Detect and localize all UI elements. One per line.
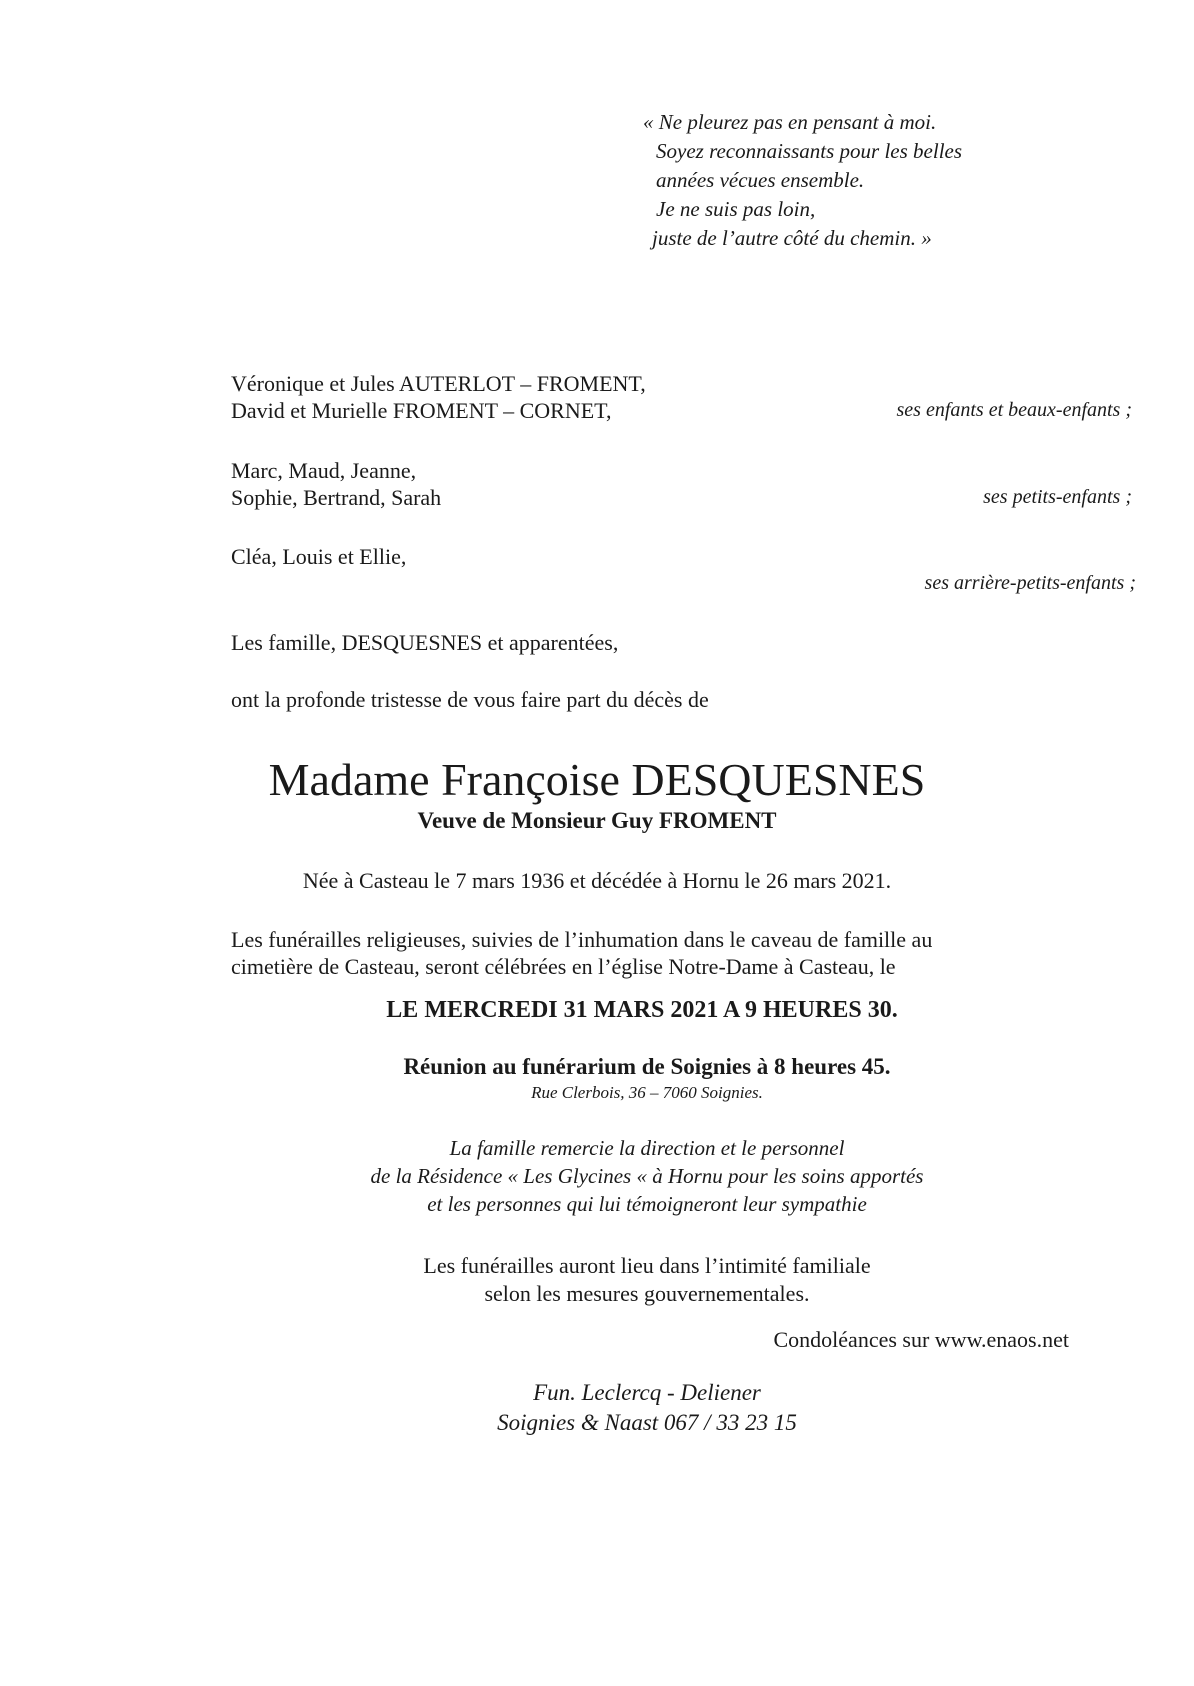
grandchildren-line: Marc, Maud, Jeanne, [231, 458, 417, 483]
quote-line: Je ne suis pas loin, [656, 197, 816, 221]
great-grandchildren-relation: ses arrière-petits-enfants ; [924, 572, 1136, 594]
meeting-info: Réunion au funérarium de Soignies à 8 heures 45. [403, 1054, 891, 1079]
grandchildren-relation: ses petits-enfants ; [983, 486, 1132, 508]
funeral-details-line: Les funérailles religieuses, suivies de l’inhumation dans le caveau de famille au [231, 927, 933, 952]
children-line: David et Murielle FROMENT – CORNET, [231, 398, 612, 423]
deceased-name: Madame Françoise DESQUESNES [268, 754, 926, 805]
thanks-line: et les personnes qui lui témoigneront leur sympathie [427, 1192, 867, 1216]
quote-line: années vécues ensemble. [656, 168, 865, 192]
birth-death-dates: Née à Casteau le 7 mars 1936 et décédée à Hornu le 26 mars 2021. [302, 868, 892, 893]
meeting-address: Rue Clerbois, 36 – 7060 Soignies. [531, 1083, 763, 1102]
quote-line: Soyez reconnaissants pour les belles [656, 139, 963, 163]
privacy-line: Les funérailles auront lieu dans l’intimité familiale [423, 1253, 871, 1278]
grandchildren-line: Sophie, Bertrand, Sarah [231, 485, 442, 510]
deceased-spouse: Veuve de Monsieur Guy FROMENT [417, 808, 777, 833]
announcement-intro: ont la profonde tristesse de vous faire part du décès de [231, 687, 709, 712]
privacy-line: selon les mesures gouvernementales. [484, 1281, 810, 1306]
quote-line: « Ne pleurez pas en pensant à moi. [643, 110, 937, 134]
great-grandchildren-line: Cléa, Louis et Ellie, [231, 544, 407, 569]
funeral-home-contact: Soignies & Naast 067 / 33 23 15 [497, 1410, 797, 1435]
quote-line: juste de l’autre côté du chemin. » [652, 226, 932, 250]
children-relation: ses enfants et beaux-enfants ; [896, 399, 1132, 421]
thanks-line: de la Résidence « Les Glycines « à Hornu pour les soins apportés [370, 1164, 924, 1188]
funeral-datetime: LE MERCREDI 31 MARS 2021 A 9 HEURES 30. [386, 997, 898, 1023]
thanks-line: La famille remercie la direction et le personnel [449, 1136, 845, 1160]
condolences-link[interactable]: Condoléances sur www.enaos.net [773, 1327, 1069, 1352]
funeral-home-name: Fun. Leclercq - Deliener [533, 1380, 761, 1405]
funeral-details-line: cimetière de Casteau, seront célébrées en l’église Notre-Dame à Casteau, le [231, 954, 896, 979]
extended-family-line: Les famille, DESQUESNES et apparentées, [231, 630, 619, 655]
children-line: Véronique et Jules AUTERLOT – FROMENT, [231, 371, 646, 396]
